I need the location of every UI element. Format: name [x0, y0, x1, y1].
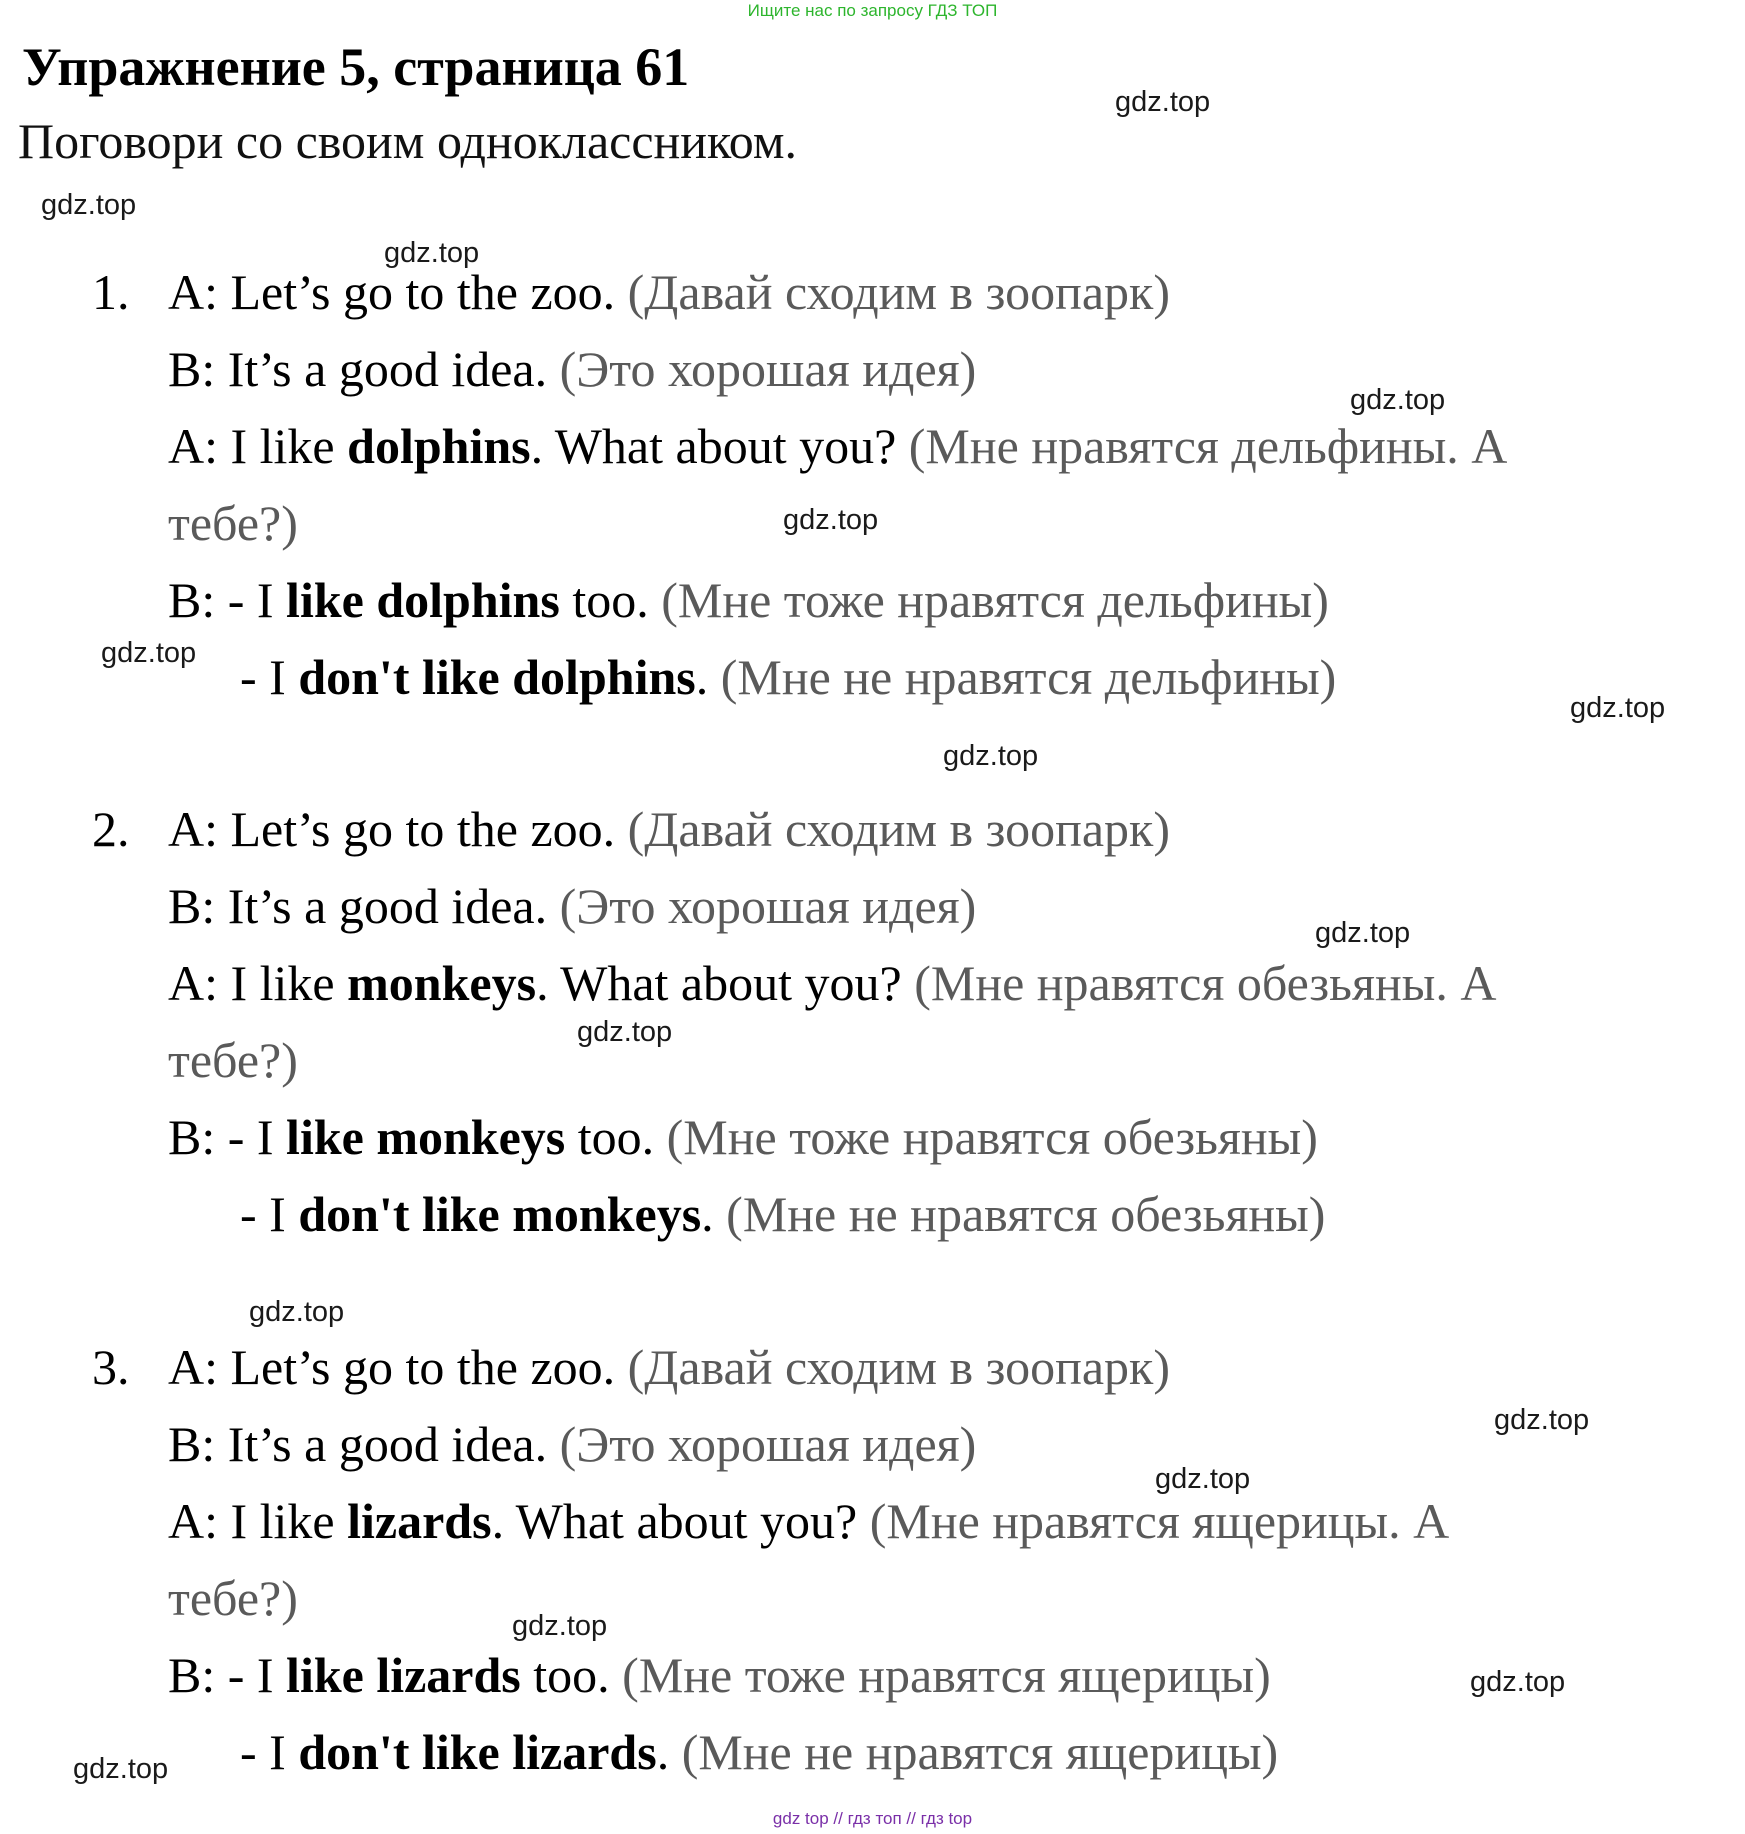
dialogue-line: A: Let’s go to the zoo. (Давай сходим в зоопарк): [168, 264, 1170, 320]
watermark: gdz.top: [1115, 86, 1211, 118]
dialogue-line: A: I like dolphins. What about you? (Мне нравятся дельфины. А: [168, 418, 1508, 474]
dialogue-line: A: Let’s go to the zoo. (Давай сходим в зоопарк): [168, 801, 1170, 857]
dialogue-line: тебе?): [168, 495, 298, 551]
watermark: gdz.top: [1155, 1463, 1251, 1495]
instruction: Поговори со своим одноклассником.: [18, 113, 797, 169]
dialogue-line: B: - I like monkeys too. (Мне тоже нравятся обезьяны): [168, 1109, 1318, 1165]
watermark: gdz.top: [249, 1296, 345, 1328]
dialogue-line: - I don't like monkeys. (Мне не нравятся обезьяны): [240, 1186, 1326, 1242]
dialogue-line: B: It’s a good idea. (Это хорошая идея): [168, 1416, 977, 1472]
watermark: gdz.top: [1494, 1404, 1590, 1436]
footer: gdz top // гдз топ // гдз top: [772, 1809, 973, 1828]
dialogue-line: B: - I like lizards too. (Мне тоже нравятся ящерицы): [168, 1647, 1271, 1703]
dialogue-line: A: I like lizards. What about you? (Мне нравятся ящерицы. А: [168, 1493, 1450, 1549]
watermark: gdz.top: [101, 637, 197, 669]
dialogue-line: - I don't like lizards. (Мне не нравятся ящерицы): [240, 1724, 1279, 1780]
watermark: gdz.top: [1570, 692, 1666, 724]
dialogue-line: тебе?): [168, 1570, 298, 1626]
dialogue-line: A: Let’s go to the zoo. (Давай сходим в зоопарк): [168, 1339, 1170, 1395]
dialogue-line: A: I like monkeys. What about you? (Мне нравятся обезьяны. А: [168, 955, 1497, 1011]
search-hint: Ищите нас по запросу ГДЗ ТОП: [747, 1, 998, 20]
watermark: gdz.top: [73, 1753, 169, 1785]
watermark: gdz.top: [41, 189, 137, 221]
watermark: gdz.top: [577, 1016, 673, 1048]
watermark: gdz.top: [1350, 384, 1446, 416]
dialogue-line: B: It’s a good idea. (Это хорошая идея): [168, 878, 977, 934]
watermark: gdz.top: [1315, 917, 1411, 949]
page-title: Упражнение 5, страница 61: [22, 37, 690, 97]
dialogue-line: B: - I like dolphins too. (Мне тоже нравятся дельфины): [168, 572, 1329, 628]
watermark: gdz.top: [384, 237, 480, 269]
dialogue-line: B: It’s a good idea. (Это хорошая идея): [168, 341, 977, 397]
watermark: gdz.top: [783, 504, 879, 536]
watermark: gdz.top: [512, 1610, 608, 1642]
dialogue-line: тебе?): [168, 1032, 298, 1088]
dialogue-number: 1.: [92, 264, 130, 320]
dialogue-line: - I don't like dolphins. (Мне не нравятся дельфины): [240, 649, 1337, 705]
watermark: gdz.top: [943, 740, 1039, 772]
watermark: gdz.top: [1470, 1666, 1566, 1698]
dialogue-number: 2.: [92, 801, 130, 857]
dialogue-number: 3.: [92, 1339, 130, 1395]
